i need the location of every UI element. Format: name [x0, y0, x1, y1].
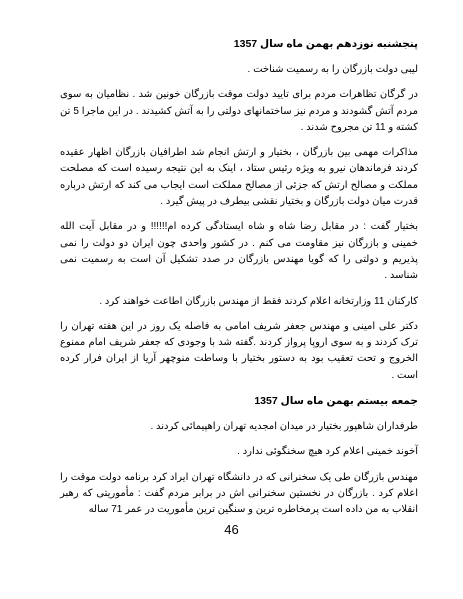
paragraph: کارکنان 11 وزارتخانه اعلام کردند فقط از مهندس بازرگان اطاعت خواهند کرد . — [99, 295, 418, 307]
section-heading: جمعه بیستم بهمن ماه سال 1357 — [254, 395, 418, 408]
paragraph: لیبی دولت بازرگان را به رسمیت شناخت . — [247, 64, 418, 75]
document-page — [60, 36, 418, 528]
section-thursday — [60, 36, 418, 384]
section-heading: پنجشنبه نوزدهم بهمن ماه سال 1357 — [233, 38, 418, 50]
section-friday — [60, 393, 418, 518]
paragraph: در گرگان تظاهرات مردم برای تایید دولت موقت بازرگان خونین شد . نظامیان به سوی مردم آتش گشودند و مردم نیز ساختمانهای دولتی را به آتش کشیدند . در این ماجرا 5 تن کشته و 11 تن مجروح شدند . — [60, 89, 418, 133]
page-number: 46 — [224, 522, 239, 537]
paragraph: مهندس بازرگان طی یک سخنرانی که در دانشگاه تهران ایراد کرد برنامه دولت موقت را اعلام کرد . بازرگان در نخستین سخنرانی اش در برابر مردم گفت : مأموریتی که رهبر انقلاب به من داده است پرمخاطره ترین و سنگین ترین مأموریت در عمر 71 ساله — [60, 471, 418, 516]
paragraph: مذاکرات مهمی بین بازرگان ، بختیار و ارتش انجام شد اطرافیان بازرگان اظهار عقیده کردند فرماندهان نیرو به ویژه رئیس ستاد ، اینک به این نتیجه رسیده است که مصلحت مملکت و مصالح ارتش که جزئی از مصالح مملکت است ایجاب می کند که ارتش درباره قدرت میان دولت بازرگان و بختیار نقشی بیطرف در پیش گیرد . — [60, 147, 418, 208]
paragraph: بختیار گفت : در مقابل رضا شاه و شاه ایستادگی کرده ام!!!!!! و در مقابل آیت الله خمینی و بازرگان نیز مقاومت می کنم . در کشور واحدی چون ایران دو دولت را نمی پذیریم و دولتی را که گویا مهندس بازرگان در صدد تشکیل آن است به رسمیت نمی شناسد . — [60, 221, 418, 282]
paragraph: دکتر علی امینی و مهندس جعفر شریف امامی به فاصله یک روز در این هفته تهران را ترک کردند و به سوی اروپا پرواز کردند .گفته شد با وجودی که جعفر شریف امام ممنوع الخروج و تحت تعقیب بود به دستور بختیار با وساطت منوچهر آریا از ایران فرار کرده است . — [60, 320, 418, 381]
paragraph: آخوند خمینی اعلام کرد هیچ سخنگوئی ندارد . — [237, 446, 418, 458]
paragraph: طرفداران شاهپور بختیار در میدان امجدیه تهران راهپیمائی کردند . — [150, 421, 418, 433]
